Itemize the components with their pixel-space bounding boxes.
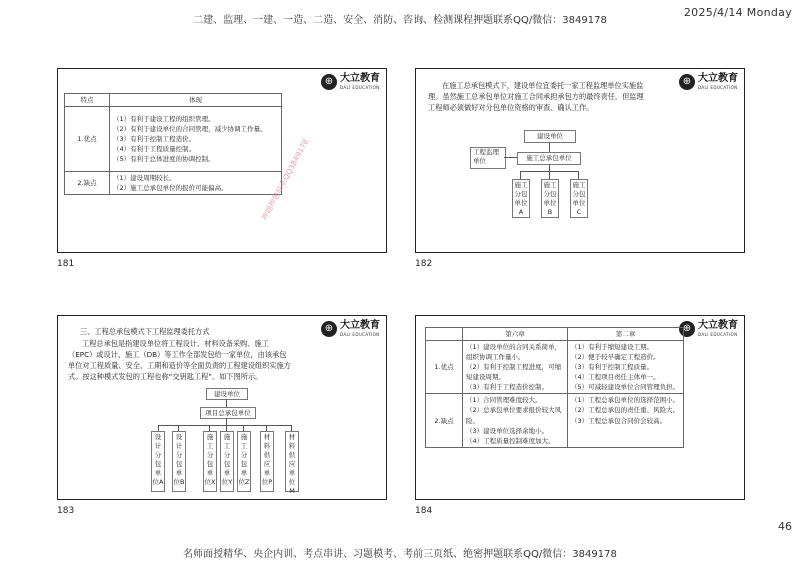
logo-subtext: DALI EDUCATION <box>340 85 380 90</box>
logo-subtext: DALI EDUCATION <box>698 85 738 90</box>
list-item: （4）工程项目责任主体单一。 <box>571 373 660 382</box>
logo <box>321 321 380 337</box>
list-item: （2）便于较早确定工程造价。 <box>571 353 660 362</box>
list-item: （2）工程总承包的责任重、风险大。 <box>571 406 680 415</box>
connector <box>520 171 521 179</box>
page-header: 二建、监理、一建、一造、二造、安全、消防、咨询、检测课程押题联系QQ/微信：3849178 <box>193 15 607 26</box>
node-general: 施工总承包单位 <box>517 152 581 165</box>
table-header-feature: 特点 <box>65 94 110 107</box>
advantages-table <box>64 93 282 195</box>
list-item: （2）有利于控制工程进度，可缩短建设周期。 <box>466 363 562 382</box>
list-item: （4）工程质量控制难度加大。 <box>466 436 555 445</box>
node-sub-a: 施工分包单位A <box>512 179 530 218</box>
logo-text: 大立教育 <box>698 73 738 84</box>
page-number: 46 <box>778 520 792 533</box>
node-sub-construct-y: 施工分包单位Y <box>220 431 234 492</box>
list-item: （3）建设单位选择余地小。 <box>466 426 549 435</box>
logo <box>321 74 380 90</box>
list-item: （2）有利于建设单位的合同管理，减少协调工作量。 <box>113 124 267 133</box>
slide-number: 181 <box>57 259 75 269</box>
node-sub-material-p: 材料供应单位P <box>260 431 274 492</box>
row-ch2 <box>568 394 684 447</box>
node-general: 项目总承包单位 <box>200 407 256 419</box>
slide-number: 184 <box>415 506 433 516</box>
slide-181[interactable] <box>57 68 387 253</box>
list-item: （3）有利于工程造价控制。 <box>466 383 549 392</box>
list-item: （1）合同管理难度较大。 <box>466 396 542 405</box>
connector <box>549 142 550 152</box>
logo <box>679 74 738 90</box>
list-item: （1）有利于缩短建设工期。 <box>571 343 654 352</box>
node-sub-material-m: 材料供应单位M <box>285 431 299 492</box>
slide-184[interactable] <box>415 315 745 500</box>
table-header-ch6: 第六章 <box>463 328 568 341</box>
row-ch6 <box>463 341 568 394</box>
row-label: 1.优点 <box>426 341 463 394</box>
list-item: （1）工程总承包单位的选择范围小。 <box>571 396 680 405</box>
list-item: （4）有利于工程质量控制。 <box>113 145 196 154</box>
row-content <box>110 107 282 172</box>
connector <box>226 418 227 425</box>
logo-text: 大立教育 <box>340 320 380 331</box>
node-sub-construct-z: 施工分包单位Z <box>237 431 251 492</box>
list-item: （1）有利于建设工程的组织管理。 <box>113 114 215 123</box>
list-item: （2）施工总承包单位的报价可能偏高。 <box>113 184 228 193</box>
connector <box>549 171 550 179</box>
node-sub-design-a: 设计分包单位A <box>151 431 165 492</box>
logo-text: 大立教育 <box>340 73 380 84</box>
logo <box>679 321 738 337</box>
slide-number: 183 <box>57 506 75 516</box>
list-item: （1）建设单位的合同关系简单，组织协调工作量小。 <box>466 343 562 362</box>
page-date: 2025/4/14 Monday <box>683 6 792 19</box>
list-item: （3）有利于控制工程造价。 <box>113 135 196 144</box>
dali-logo-icon: ⊕ <box>321 74 337 90</box>
dali-logo-icon: ⊕ <box>679 321 695 337</box>
row-label: 1.优点 <box>65 107 110 172</box>
row-label: 2.缺点 <box>65 172 110 195</box>
node-owner: 建设单位 <box>206 388 248 400</box>
node-sub-b: 施工分包单位B <box>541 179 559 218</box>
connector <box>549 164 550 171</box>
row-ch6 <box>463 394 568 447</box>
page-footer: 名师面授精华、央企内训、考点串讲、习题模考、考前三页纸、绝密押题联系QQ/微信：3849178 <box>183 549 617 560</box>
watermark: 押题押题联系QQ3849178 <box>259 137 311 222</box>
table-header-manifest: 体现 <box>110 94 282 107</box>
list-item: （1）建设周期较长。 <box>113 174 176 183</box>
list-item: （5）有利于总体进度的协调控制。 <box>113 155 215 164</box>
table-header-corner <box>426 328 463 341</box>
node-supervisor: 工程监理单位 <box>470 147 506 169</box>
node-owner: 建设单位 <box>524 130 576 143</box>
row-content <box>110 172 282 195</box>
list-item: （3）工程总承包合同价会较高。 <box>571 416 667 425</box>
slide-number: 182 <box>415 259 433 269</box>
slide-183[interactable] <box>57 315 387 500</box>
dali-logo-icon: ⊕ <box>679 74 695 90</box>
logo-text: 大立教育 <box>698 320 738 331</box>
dali-logo-icon: ⊕ <box>321 321 337 337</box>
slide-paragraph: 在施工总承包模式下，建设单位宜委托一家工程监理单位实施监理。虽然施工总承包单位对施工合同承担承包方的最终责任，但监理工程师必须做好对分包单位资格的审查、确认工作。 <box>428 81 644 112</box>
logo-subtext: DALI EDUCATION <box>698 332 738 337</box>
list-item: （5）可减轻建设单位合同管理负担。 <box>571 383 680 392</box>
list-item: （3）有利于控制工程质量。 <box>571 363 654 372</box>
node-sub-design-b: 设计分包单位B <box>172 431 186 492</box>
connector <box>226 399 227 407</box>
logo-subtext: DALI EDUCATION <box>340 332 380 337</box>
row-ch2 <box>568 341 684 394</box>
table-header-ch2: 第二章 <box>568 328 684 341</box>
slide-paragraph: 工程总承包是指建设单位将工程设计、材料设备采购、施工（EPC）或设计、施工（DB）等工作全部发包给一家单位，由该承包单位对工程质量、安全、工期和造价等全面负责的工程建设组织实施方式。按这种模式发包的工程也称“交钥匙工程”。如下图所示。 <box>68 339 291 381</box>
slide-title: 三、工程总承包模式下工程监理委托方式 <box>80 327 210 336</box>
comparison-table <box>425 327 684 448</box>
slide-182[interactable] <box>415 68 745 253</box>
connector <box>504 157 517 158</box>
list-item: （2）总承包单位要求报价较大风险。 <box>466 406 562 425</box>
connector <box>578 171 579 179</box>
row-label: 2.缺点 <box>426 394 463 447</box>
node-sub-construct-x: 施工分包单位X <box>203 431 217 492</box>
node-sub-c: 施工分包单位C <box>570 179 588 218</box>
